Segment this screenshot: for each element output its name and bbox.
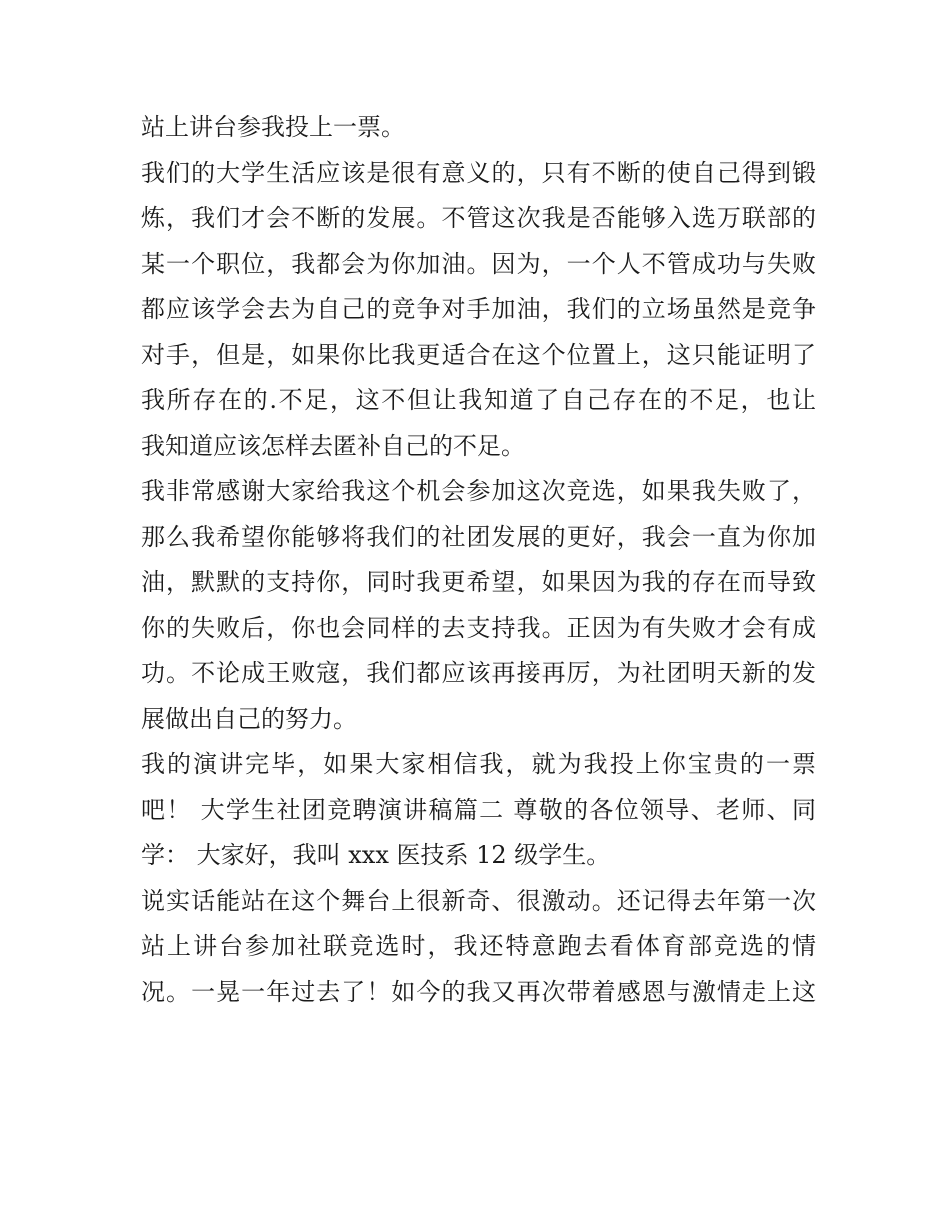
text-line: 我所存在的.不足，这不但让我知道了自己存在的不足，也让 bbox=[141, 386, 816, 414]
text-line: 那么我希望你能够将我们的社团发展的更好，我会一直为你加 bbox=[141, 522, 816, 551]
text-line: 站上讲台参加社联竞选时，我还特意跑去看体育部竞选的情 bbox=[141, 932, 816, 960]
text-line: 都应该学会去为自己的竞争对手加油，我们的立场虽然是竞争 bbox=[141, 295, 816, 323]
text-line: 我们的大学生活应该是很有意义的，只有不断的使自己得到锻 bbox=[141, 158, 816, 187]
text-line: 我知道应该怎样去匿补自己的不足。 bbox=[141, 431, 525, 460]
text-line: 展做出自己的努力。 bbox=[141, 704, 357, 733]
text-line: 对手，但是，如果你比我更适合在这个位置上，这只能证明了 bbox=[141, 340, 816, 369]
text-line: 某一个职位，我都会为你加油。因为，一个人不管成功与失败 bbox=[141, 249, 816, 278]
text-line: 我的演讲完毕，如果大家相信我，就为我投上你宝贵的一票 bbox=[141, 750, 816, 778]
text-line: 炼，我们才会不断的发展。不管这次我是否能够入选万联部的 bbox=[141, 204, 816, 232]
text-line: 况。一晃一年过去了！如今的我又再次带着感恩与激情走上这 bbox=[141, 977, 816, 1006]
text-line: 功。不论成王败寇，我们都应该再接再厉，为社团明天新的发 bbox=[141, 659, 816, 687]
text-line: 油，默默的支持你，同时我更希望，如果因为我的存在而导致 bbox=[141, 568, 816, 596]
document-body bbox=[141, 105, 816, 1015]
text-line: 学： 大家好，我叫 xxx 医技系 12 级学生。 bbox=[141, 841, 611, 869]
text-line: 说实话能站在这个舞台上很新奇、很激动。还记得去年第一次 bbox=[141, 886, 816, 915]
text-line: 你的失败后，你也会同样的去支持我。正因为有失败才会有成 bbox=[141, 613, 816, 642]
text-line: 站上讲台参我投上一票。 bbox=[141, 113, 405, 141]
text-line: 我非常感谢大家给我这个机会参加这次竞选，如果我失败了， bbox=[141, 477, 816, 505]
text-line: 吧！ 大学生社团竞聘演讲稿篇二 尊敬的各位领导、老师、同 bbox=[141, 795, 816, 824]
